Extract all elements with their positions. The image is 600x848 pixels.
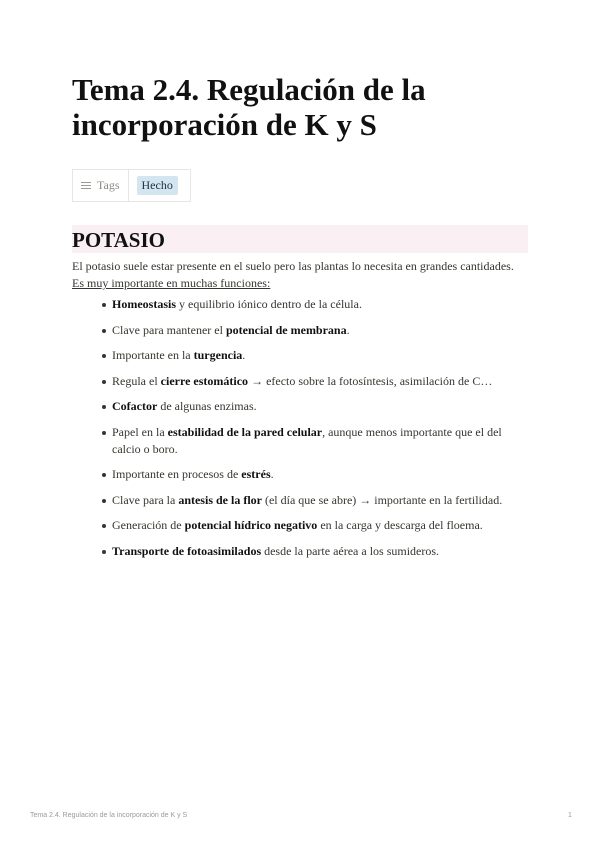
list-item: Homeostasis y equilibrio iónico dentro de la célula.	[72, 296, 522, 313]
page-title: Tema 2.4. Regulación de la incorporación de K y S	[72, 72, 426, 142]
tags-property-name	[73, 170, 129, 201]
list-item: Clave para mantener el potencial de membrana.	[72, 322, 522, 339]
list-icon	[81, 182, 91, 190]
section-heading: POTASIO	[72, 225, 528, 253]
intro-line-2: Es muy importante en muchas funciones:	[72, 276, 271, 290]
list-item: Importante en la turgencia.	[72, 347, 522, 364]
list-item: Transporte de fotoasimilados desde la parte aérea a los sumideros.	[72, 543, 522, 560]
properties-table	[72, 169, 191, 202]
list-item: Generación de potencial hídrico negativo en la carga y descarga del floema.	[72, 517, 522, 534]
page-number: 1	[568, 812, 572, 819]
list-item: Papel en la estabilidad de la pared celular, aunque menos importante que el del calcio o boro.	[72, 424, 522, 458]
list-item: Clave para la antesis de la flor (el día que se abre) → importante en la fertilidad.	[72, 492, 522, 509]
tag-badge[interactable]: Hecho	[137, 176, 178, 195]
list-item: Cofactor de algunas enzimas.	[72, 398, 522, 415]
tags-property-value	[129, 170, 190, 201]
list-item: Regula el cierre estomático → efecto sobre la fotosíntesis, asimilación de C…	[72, 373, 522, 390]
intro-paragraph	[72, 258, 532, 292]
footer-title: Tema 2.4. Regulación de la incorporación de K y S	[30, 812, 188, 819]
tags-label: Tags	[97, 178, 120, 192]
list-item: Importante en procesos de estrés.	[72, 466, 522, 483]
intro-line-1: El potasio suele estar presente en el suelo pero las plantas lo necesita en grandes cantidades.	[72, 259, 514, 273]
bullet-list	[72, 296, 522, 568]
